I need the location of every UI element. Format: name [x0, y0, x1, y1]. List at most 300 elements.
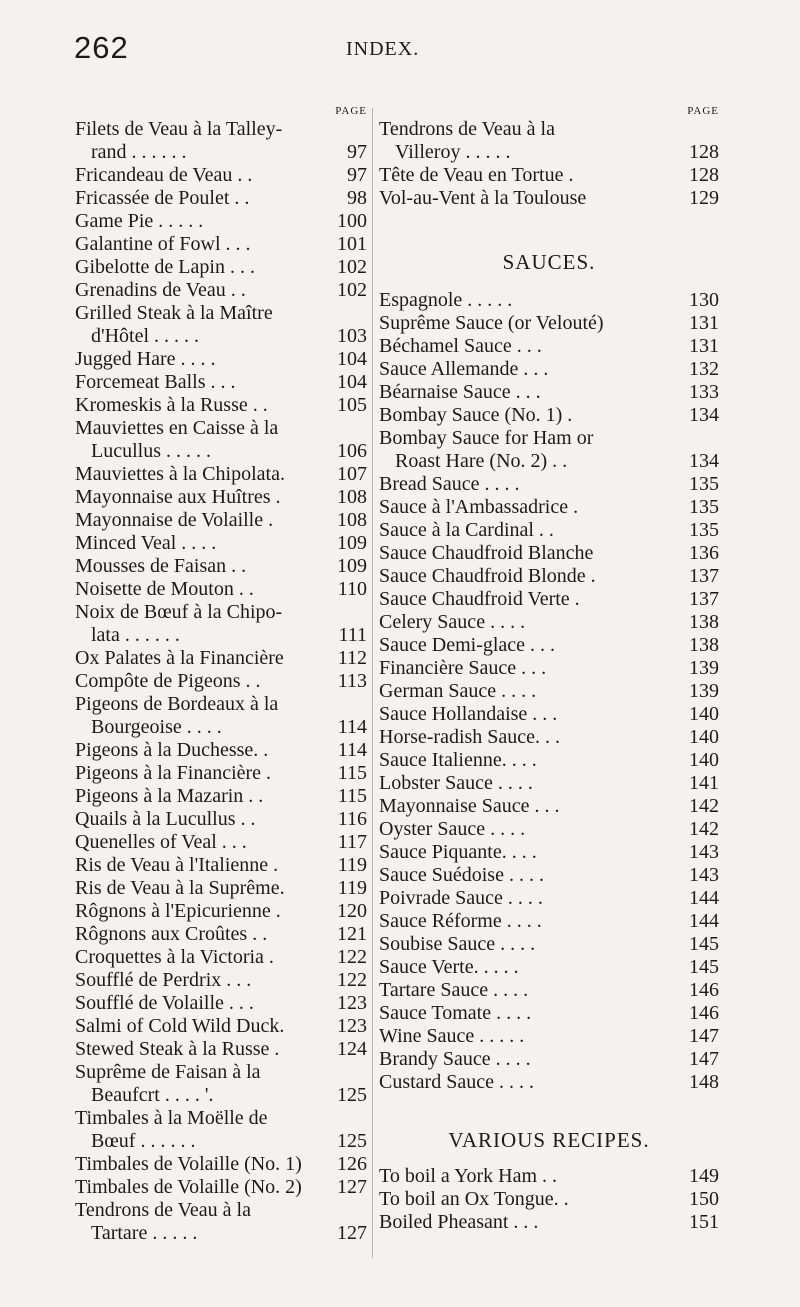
index-entry-line	[75, 1061, 367, 1084]
entry-title: Croquettes à la Victoria .	[75, 946, 274, 968]
index-entry	[75, 532, 367, 555]
entry-title: Mousses de Faisan . .	[75, 555, 247, 577]
index-entry	[75, 969, 367, 992]
index-entry	[379, 1188, 719, 1211]
index-entry-line	[75, 1153, 367, 1176]
entry-page-number: 124	[337, 1038, 367, 1060]
entry-title: Fricassée de Poulet . .	[75, 187, 250, 209]
index-entry-line	[75, 256, 367, 279]
index-entry-line	[75, 670, 367, 693]
index-entry-line	[75, 624, 367, 647]
index-entry-line	[75, 509, 367, 532]
entry-title: Soufflé de Perdrix . . .	[75, 969, 252, 991]
index-entry-line	[379, 887, 719, 910]
entry-title: Financière Sauce . . .	[379, 657, 547, 679]
index-entry	[379, 289, 719, 312]
entry-title: Sauce à la Cardinal . .	[379, 519, 554, 541]
entry-title: Villeroy . . . . .	[395, 141, 511, 163]
entry-title: Sauce Tomate . . . .	[379, 1002, 532, 1024]
entry-page-number: 150	[689, 1188, 719, 1210]
index-entry	[75, 555, 367, 578]
index-entry-line	[379, 1188, 719, 1211]
index-list	[75, 118, 367, 1245]
index-entry	[379, 611, 719, 634]
entry-page-number: 103	[337, 325, 367, 347]
entry-page-number: 143	[689, 864, 719, 886]
entry-page-number: 98	[347, 187, 367, 209]
index-entry-line	[75, 578, 367, 601]
index-entry-line	[379, 979, 719, 1002]
entry-page-number: 139	[689, 680, 719, 702]
index-entry-line	[379, 864, 719, 887]
entry-title: Lucullus . . . . .	[91, 440, 211, 462]
index-entry-line	[379, 118, 719, 141]
entry-title: Tendrons de Veau à la	[75, 1199, 251, 1221]
index-entry	[379, 118, 719, 164]
entry-title: Poivrade Sauce . . . .	[379, 887, 543, 909]
index-entry-line	[379, 1025, 719, 1048]
index-entry-line	[379, 726, 719, 749]
index-entry	[75, 279, 367, 302]
entry-page-number: 139	[689, 657, 719, 679]
entry-title: Rôgnons aux Croûtes . .	[75, 923, 268, 945]
entry-title: Custard Sauce . . . .	[379, 1071, 534, 1093]
entry-title: Brandy Sauce . . . .	[379, 1048, 531, 1070]
entry-title: Mayonnaise Sauce . . .	[379, 795, 560, 817]
index-entry	[75, 670, 367, 693]
entry-title: Soubise Sauce . . . .	[379, 933, 536, 955]
entry-title: Quenelles of Veal . . .	[75, 831, 247, 853]
entry-page-number: 102	[337, 279, 367, 301]
entry-title: Ris de Veau à la Suprême.	[75, 877, 285, 899]
index-entry	[379, 312, 719, 335]
entry-page-number: 140	[689, 726, 719, 748]
entry-title: Oyster Sauce . . . .	[379, 818, 526, 840]
index-entry-line	[75, 371, 367, 394]
entry-page-number: 114	[337, 739, 367, 761]
entry-page-number: 122	[337, 946, 367, 968]
index-entry	[75, 187, 367, 210]
column-divider	[372, 108, 373, 1258]
page-column-label: PAGE	[335, 105, 367, 117]
index-entry-line	[75, 785, 367, 808]
index-entry	[75, 486, 367, 509]
entry-title: Beaufcrt . . . . '.	[91, 1084, 214, 1106]
entry-title: Ox Palates à la Financière	[75, 647, 284, 669]
entry-title: Tartare Sauce . . . .	[379, 979, 529, 1001]
index-entry-line	[75, 141, 367, 164]
index-entry-line	[379, 187, 719, 210]
index-entry-line	[379, 680, 719, 703]
index-entry-line	[75, 417, 367, 440]
entry-page-number: 108	[337, 486, 367, 508]
index-entry-line	[75, 440, 367, 463]
entry-title: Sauce Piquante. . . .	[379, 841, 537, 863]
entry-title: Tartare . . . . .	[91, 1222, 198, 1244]
index-entry-line	[379, 956, 719, 979]
index-entry	[379, 1165, 719, 1188]
index-entry	[75, 762, 367, 785]
index-entry	[379, 1002, 719, 1025]
entry-page-number: 147	[689, 1048, 719, 1070]
index-entry	[379, 795, 719, 818]
index-entry	[379, 404, 719, 427]
index-entry-line	[379, 335, 719, 358]
entry-title: Sauce Allemande . . .	[379, 358, 549, 380]
entry-page-number: 127	[337, 1222, 367, 1244]
index-entry	[75, 739, 367, 762]
entry-page-number: 142	[689, 795, 719, 817]
page-number: 262	[74, 30, 129, 65]
index-entry-line	[75, 348, 367, 371]
index-entry	[379, 1071, 719, 1094]
entry-title: Sauce Hollandaise . . .	[379, 703, 558, 725]
index-entry	[75, 233, 367, 256]
entry-page-number: 146	[689, 979, 719, 1001]
entry-page-number: 126	[337, 1153, 367, 1175]
index-entry	[75, 348, 367, 371]
index-entry	[75, 1038, 367, 1061]
entry-title: Bread Sauce . . . .	[379, 473, 520, 495]
index-entry-line	[75, 992, 367, 1015]
entry-page-number: 119	[337, 877, 367, 899]
index-entry	[379, 956, 719, 979]
entry-title: Fricandeau de Veau . .	[75, 164, 253, 186]
index-entry	[379, 887, 719, 910]
entry-page-number: 97	[347, 141, 367, 163]
entry-page-number: 123	[337, 1015, 367, 1037]
entry-title: Tendrons de Veau à la	[379, 118, 555, 140]
entry-page-number: 117	[337, 831, 367, 853]
entry-page-number: 131	[689, 312, 719, 334]
entry-title: Timbales de Volaille (No. 1)	[75, 1153, 302, 1175]
index-entry	[379, 588, 719, 611]
index-entry-line	[75, 762, 367, 785]
entry-page-number: 125	[337, 1130, 367, 1152]
index-entry-line	[75, 946, 367, 969]
entry-title: Boiled Pheasant . . .	[379, 1211, 539, 1233]
index-entry-line	[75, 739, 367, 762]
page-column-label: PAGE	[687, 105, 719, 117]
entry-title: German Sauce . . . .	[379, 680, 537, 702]
index-entry	[75, 417, 367, 463]
entry-page-number: 112	[337, 647, 367, 669]
entry-title: Jugged Hare . . . .	[75, 348, 216, 370]
index-entry-line	[379, 404, 719, 427]
entry-page-number: 105	[337, 394, 367, 416]
index-entry-line	[75, 969, 367, 992]
entry-page-number: 97	[347, 164, 367, 186]
entry-title: Pigeons à la Duchesse. .	[75, 739, 269, 761]
index-entry	[379, 979, 719, 1002]
index-entry-line	[75, 647, 367, 670]
index-entry-line	[379, 1048, 719, 1071]
index-entry	[75, 693, 367, 739]
index-entry-line	[379, 611, 719, 634]
index-entry-line	[379, 519, 719, 542]
index-entry	[75, 1176, 367, 1199]
entry-title: Mauviettes en Caisse à la	[75, 417, 279, 439]
index-entry	[75, 900, 367, 923]
entry-page-number: 121	[337, 923, 367, 945]
index-entry	[379, 864, 719, 887]
entry-title: Timbales de Volaille (No. 2)	[75, 1176, 302, 1198]
entry-title: Sauce Demi-glace . . .	[379, 634, 556, 656]
index-entry-line	[379, 772, 719, 795]
index-entry-line	[379, 141, 719, 164]
index-entry-line	[379, 634, 719, 657]
index-entry-line	[75, 808, 367, 831]
index-entry-line	[379, 1002, 719, 1025]
index-entry	[379, 427, 719, 473]
entry-page-number: 104	[337, 348, 367, 370]
entry-title: Kromeskis à la Russe . .	[75, 394, 268, 416]
entry-title: Sauce Réforme . . . .	[379, 910, 542, 932]
index-entry	[75, 256, 367, 279]
index-entry	[75, 1153, 367, 1176]
entry-title: lata . . . . . .	[91, 624, 180, 646]
index-entry-line	[75, 877, 367, 900]
entry-title: Compôte de Pigeons . .	[75, 670, 261, 692]
index-entry-line	[75, 716, 367, 739]
index-entry-line	[379, 1211, 719, 1234]
right-column	[379, 104, 719, 1234]
entry-title: Grilled Steak à la Maître	[75, 302, 273, 324]
index-entry	[75, 1199, 367, 1245]
entry-title: Sauce à l'Ambassadrice .	[379, 496, 579, 518]
entry-title: Noisette de Mouton . .	[75, 578, 254, 600]
entry-page-number: 145	[689, 933, 719, 955]
index-entry	[75, 854, 367, 877]
entry-page-number: 138	[689, 611, 719, 633]
index-entry	[379, 1025, 719, 1048]
index-entry	[75, 394, 367, 417]
left-column	[75, 104, 367, 1245]
index-entry	[75, 1015, 367, 1038]
entry-title: Quails à la Lucullus . .	[75, 808, 256, 830]
entry-page-number: 138	[689, 634, 719, 656]
entry-title: Sauce Chaudfroid Verte .	[379, 588, 580, 610]
entry-title: To boil a York Ham . .	[379, 1165, 558, 1187]
entry-title: Espagnole . . . . .	[379, 289, 513, 311]
index-entry	[379, 634, 719, 657]
entry-page-number: 120	[337, 900, 367, 922]
entry-title: Mauviettes à la Chipolata.	[75, 463, 285, 485]
entry-title: Mayonnaise de Volaille .	[75, 509, 274, 531]
index-entry-line	[75, 233, 367, 256]
entry-title: Stewed Steak à la Russe .	[75, 1038, 280, 1060]
index-entry-line	[379, 1071, 719, 1094]
entry-title: Celery Sauce . . . .	[379, 611, 526, 633]
entry-title: Ris de Veau à l'Italienne .	[75, 854, 279, 876]
index-entry	[379, 187, 719, 210]
entry-page-number: 151	[689, 1211, 719, 1233]
index-entry-line	[75, 555, 367, 578]
entry-page-number: 146	[689, 1002, 719, 1024]
entry-page-number: 135	[689, 496, 719, 518]
entry-page-number: 142	[689, 818, 719, 840]
entry-title: Pigeons à la Financière .	[75, 762, 272, 784]
index-entry	[75, 118, 367, 164]
index-entry-line	[379, 1165, 719, 1188]
entry-title: Salmi of Cold Wild Duck.	[75, 1015, 285, 1037]
index-entry-line	[75, 118, 367, 141]
entry-page-number: 140	[689, 749, 719, 771]
index-entry	[75, 877, 367, 900]
index-entry-line	[379, 703, 719, 726]
entry-page-number: 106	[337, 440, 367, 462]
entry-page-number: 135	[689, 519, 719, 541]
entry-page-number: 107	[337, 463, 367, 485]
entry-page-number: 135	[689, 473, 719, 495]
entry-page-number: 127	[337, 1176, 367, 1198]
entry-page-number: 134	[689, 404, 719, 426]
index-entry	[379, 657, 719, 680]
index-entry-line	[379, 312, 719, 335]
index-entry	[75, 1107, 367, 1153]
index-entry-line	[379, 381, 719, 404]
entry-title: Sauce Italienne. . . .	[379, 749, 537, 771]
index-entry	[75, 164, 367, 187]
entry-page-number: 110	[337, 578, 367, 600]
index-entry-line	[75, 900, 367, 923]
index-entry-line	[379, 565, 719, 588]
index-entry	[75, 946, 367, 969]
entry-page-number: 148	[689, 1071, 719, 1093]
entry-page-number: 111	[338, 624, 367, 646]
index-entry-line	[379, 164, 719, 187]
index-entry	[379, 933, 719, 956]
entry-page-number: 144	[689, 910, 719, 932]
entry-page-number: 128	[689, 164, 719, 186]
index-entry	[75, 785, 367, 808]
index-entry	[379, 381, 719, 404]
index-entry	[75, 647, 367, 670]
index-entry-line	[379, 473, 719, 496]
entry-title: Béchamel Sauce . . .	[379, 335, 542, 357]
entry-title: Minced Veal . . . .	[75, 532, 217, 554]
index-entry-line	[75, 325, 367, 348]
index-entry-line	[75, 394, 367, 417]
entry-title: Sauce Verte. . . . .	[379, 956, 519, 978]
entry-title: Suprême Sauce (or Velouté)	[379, 312, 604, 334]
index-entry	[75, 831, 367, 854]
entry-title: Timbales à la Moëlle de	[75, 1107, 268, 1129]
index-entry	[75, 509, 367, 532]
page-header	[0, 30, 800, 70]
entry-page-number: 122	[337, 969, 367, 991]
index-entry	[379, 473, 719, 496]
index-entry	[379, 1048, 719, 1071]
entry-page-number: 128	[689, 141, 719, 163]
entry-page-number: 134	[689, 450, 719, 472]
index-entry-line	[75, 693, 367, 716]
entry-page-number: 129	[689, 187, 719, 209]
entry-title: Lobster Sauce . . . .	[379, 772, 533, 794]
index-entry-line	[75, 1176, 367, 1199]
index-entry	[75, 463, 367, 486]
entry-title: rand . . . . . .	[91, 141, 187, 163]
entry-page-number: 115	[337, 785, 367, 807]
entry-title: Bourgeoise . . . .	[91, 716, 222, 738]
index-entry-line	[75, 187, 367, 210]
index-entry-line	[379, 841, 719, 864]
index-entry	[75, 992, 367, 1015]
entry-page-number: 137	[689, 565, 719, 587]
index-entry-line	[75, 1084, 367, 1107]
index-entry	[75, 1061, 367, 1107]
entry-page-number: 145	[689, 956, 719, 978]
index-entry-line	[75, 1015, 367, 1038]
index-entry-line	[379, 657, 719, 680]
entry-title: Sauce Suédoise . . . .	[379, 864, 544, 886]
index-entry	[75, 601, 367, 647]
index-entry	[75, 923, 367, 946]
entry-title: Galantine of Fowl . . .	[75, 233, 251, 255]
entry-page-number: 116	[337, 808, 367, 830]
entry-title: Wine Sauce . . . . .	[379, 1025, 525, 1047]
index-entry-line	[379, 289, 719, 312]
index-entry	[75, 578, 367, 601]
entry-page-number: 100	[337, 210, 367, 232]
index-entry-line	[379, 818, 719, 841]
index-entry	[75, 302, 367, 348]
entry-page-number: 109	[337, 532, 367, 554]
index-entry-line	[75, 1107, 367, 1130]
index-entry	[379, 910, 719, 933]
section-heading-sauces: SAUCES.	[502, 250, 596, 274]
entry-title: Bombay Sauce (No. 1) .	[379, 404, 573, 426]
entry-title: Bombay Sauce for Ham or	[379, 427, 594, 449]
entry-title: Suprême de Faisan à la	[75, 1061, 261, 1083]
entry-title: Pigeons à la Mazarin . .	[75, 785, 264, 807]
index-entry	[379, 726, 719, 749]
entry-page-number: 125	[337, 1084, 367, 1106]
index-entry-line	[379, 588, 719, 611]
index-entry-line	[75, 164, 367, 187]
entry-title: Béarnaise Sauce . . .	[379, 381, 541, 403]
entry-title: Sauce Chaudfroid Blonde .	[379, 565, 596, 587]
sauces-list	[379, 289, 719, 1094]
entry-title: Tête de Veau en Tortue .	[379, 164, 574, 186]
entry-title: Pigeons de Bordeaux à la	[75, 693, 279, 715]
index-entry-line	[75, 210, 367, 233]
entry-page-number: 133	[689, 381, 719, 403]
index-entry	[75, 210, 367, 233]
index-entry	[379, 358, 719, 381]
index-entry-line	[379, 450, 719, 473]
entry-page-number: 147	[689, 1025, 719, 1047]
index-list	[379, 118, 719, 210]
index-entry	[75, 371, 367, 394]
entry-title: Filets de Veau à la Talley-	[75, 118, 283, 140]
entry-page-number: 140	[689, 703, 719, 725]
entry-page-number: 137	[689, 588, 719, 610]
various-recipes-list	[379, 1165, 719, 1234]
entry-page-number: 115	[337, 762, 367, 784]
entry-page-number: 104	[337, 371, 367, 393]
section-heading-various-recipes: VARIOUS RECIPES.	[448, 1128, 650, 1152]
entry-page-number: 102	[337, 256, 367, 278]
index-entry	[379, 703, 719, 726]
index-entry-line	[379, 542, 719, 565]
entry-title: To boil an Ox Tongue. .	[379, 1188, 569, 1210]
index-entry	[379, 519, 719, 542]
entry-title: Rôgnons à l'Epicurienne .	[75, 900, 281, 922]
index-entry-line	[379, 795, 719, 818]
entry-title: Noix de Bœuf à la Chipo-	[75, 601, 283, 623]
index-entry-line	[379, 933, 719, 956]
